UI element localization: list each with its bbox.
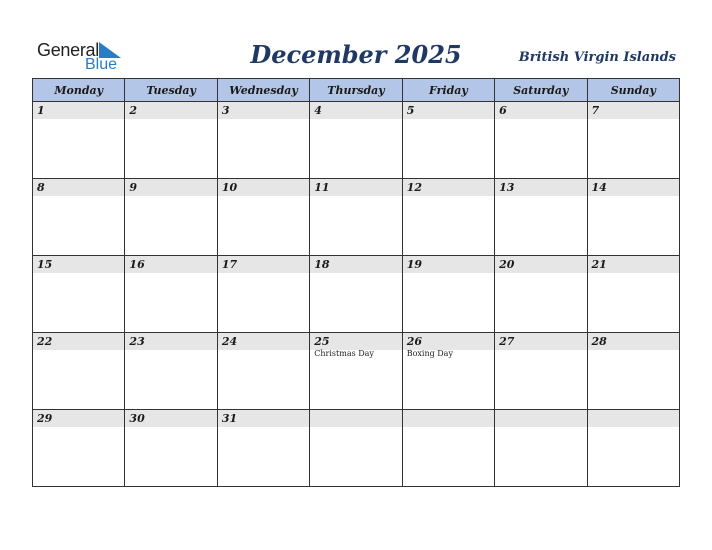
day-cell <box>587 410 679 487</box>
weekday-header: Tuesday <box>125 79 217 102</box>
day-number: 4 <box>310 102 401 119</box>
week-row <box>33 179 680 256</box>
day-number: 7 <box>588 102 679 119</box>
day-number: 14 <box>588 179 679 196</box>
day-cell <box>402 179 494 256</box>
day-number <box>495 410 586 427</box>
day-number <box>310 410 401 427</box>
day-cell <box>310 256 402 333</box>
day-cell <box>125 410 217 487</box>
day-cell <box>33 410 125 487</box>
day-number: 13 <box>495 179 586 196</box>
day-cell <box>495 410 587 487</box>
day-number: 30 <box>125 410 216 427</box>
weekday-header: Thursday <box>310 79 402 102</box>
day-number: 1 <box>33 102 124 119</box>
day-cell <box>33 256 125 333</box>
weekday-header: Sunday <box>587 79 679 102</box>
weekday-header: Monday <box>33 79 125 102</box>
day-number: 23 <box>125 333 216 350</box>
day-number <box>403 410 494 427</box>
day-cell <box>125 256 217 333</box>
day-cell <box>33 179 125 256</box>
day-number: 19 <box>403 256 494 273</box>
day-cell <box>33 333 125 410</box>
country-name: British Virgin Islands <box>518 50 676 65</box>
calendar-grid <box>32 78 680 487</box>
day-cell <box>310 410 402 487</box>
day-cell <box>310 179 402 256</box>
day-number: 10 <box>218 179 309 196</box>
day-cell <box>402 256 494 333</box>
day-number: 5 <box>403 102 494 119</box>
day-cell <box>402 102 494 179</box>
week-row <box>33 410 680 487</box>
weekday-header: Wednesday <box>217 79 309 102</box>
day-number: 3 <box>218 102 309 119</box>
day-number: 21 <box>588 256 679 273</box>
calendar-weeks <box>33 102 680 487</box>
day-cell <box>495 256 587 333</box>
weekday-header: Saturday <box>495 79 587 102</box>
day-cell <box>495 179 587 256</box>
day-number: 29 <box>33 410 124 427</box>
logo-blue-text: Blue <box>85 56 118 73</box>
day-cell <box>310 333 402 410</box>
day-number: 24 <box>218 333 309 350</box>
day-number: 15 <box>33 256 124 273</box>
day-cell <box>125 179 217 256</box>
day-cell <box>402 410 494 487</box>
day-cell <box>587 333 679 410</box>
day-number: 20 <box>495 256 586 273</box>
day-number: 28 <box>588 333 679 350</box>
day-number: 6 <box>495 102 586 119</box>
day-number: 8 <box>33 179 124 196</box>
page-title: December 2025 <box>250 40 462 69</box>
day-cell <box>217 256 309 333</box>
day-cell <box>125 102 217 179</box>
weekday-header-row <box>33 79 680 102</box>
week-row <box>33 333 680 410</box>
holiday-label: Christmas Day <box>314 349 374 358</box>
day-number: 9 <box>125 179 216 196</box>
day-cell <box>587 102 679 179</box>
day-number: 18 <box>310 256 401 273</box>
day-cell <box>587 179 679 256</box>
holiday-label: Boxing Day <box>406 349 453 358</box>
day-cell <box>217 410 309 487</box>
day-cell <box>402 333 494 410</box>
day-number: 27 <box>495 333 586 350</box>
day-cell <box>495 333 587 410</box>
day-number: 22 <box>33 333 124 350</box>
week-row <box>33 256 680 333</box>
day-number <box>588 410 679 427</box>
day-cell <box>125 333 217 410</box>
day-cell <box>587 256 679 333</box>
logo-general-text: General <box>37 40 99 60</box>
day-number: 25 <box>310 333 401 350</box>
day-cell <box>217 333 309 410</box>
day-number: 17 <box>218 256 309 273</box>
day-number: 2 <box>125 102 216 119</box>
day-number: 26 <box>403 333 494 350</box>
day-number: 31 <box>218 410 309 427</box>
day-number: 11 <box>310 179 401 196</box>
day-cell <box>217 179 309 256</box>
day-cell <box>495 102 587 179</box>
day-cell <box>217 102 309 179</box>
weekday-header: Friday <box>402 79 494 102</box>
day-number: 12 <box>403 179 494 196</box>
day-cell <box>33 102 125 179</box>
week-row <box>33 102 680 179</box>
day-number: 16 <box>125 256 216 273</box>
day-cell <box>310 102 402 179</box>
